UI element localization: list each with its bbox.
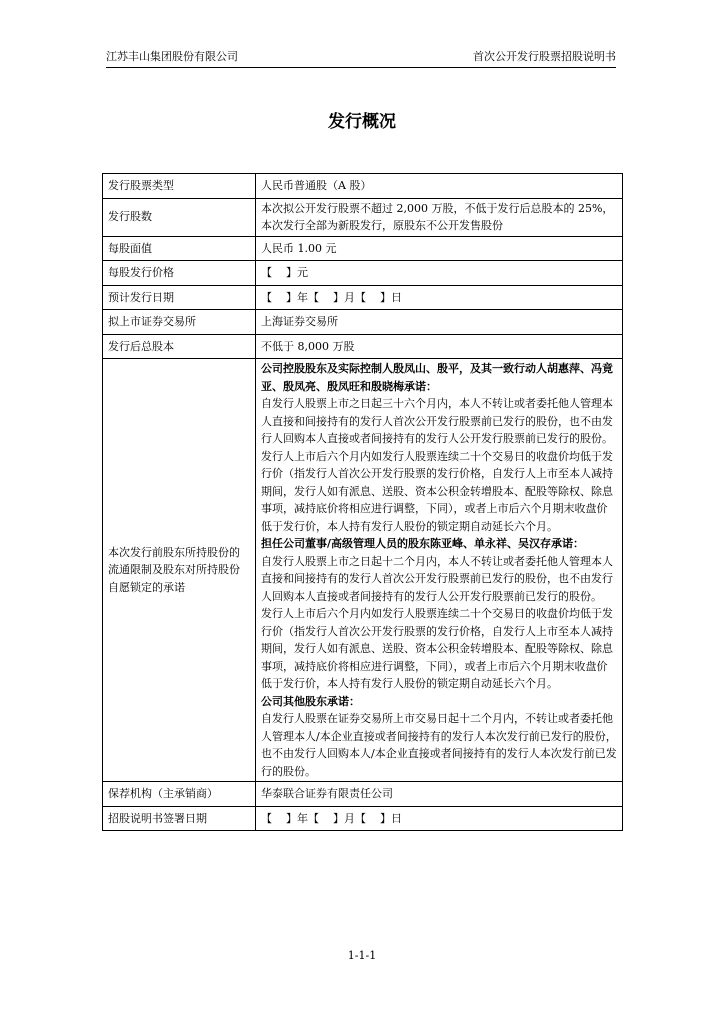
row-label: 发行后总股本: [103, 334, 256, 359]
page-header: [106, 50, 616, 64]
paragraph: 自发行人股票上市之日起三十六个月内，本人不转让或者委托他人管理本人直接和间接持有的发行人首次公开发行股票前已发行的股份，也不由发行人回购本人直接或者间接持有的发行人公开发行股票前已发行的股份。: [261, 397, 613, 445]
row-label: 每股面值: [103, 236, 256, 261]
paragraph: 发行人上市后六个月内如发行人股票连续二十个交易日的收盘价均低于发行价（指发行人首次公开发行股票的发行价格，自发行人上市至本人减持期间，发行人如有派息、送股、资本公积金转增股本、配股等除权、除息事项，减持底价将相应进行调整，下同），或者上市后六个月期末收盘价低于发行价，本人持有发行人股份的锁定期自动延长六个月。: [261, 607, 613, 690]
row-value: 【 】年【 】月【 】日: [256, 285, 623, 310]
page-title: 发行概况: [328, 112, 396, 132]
paragraph: 发行人上市后六个月内如发行人股票连续二十个交易日的收盘价均低于发行价（指发行人首次公开发行股票的发行价格，自发行人上市至本人减持期间，发行人如有派息、送股、资本公积金转增股本、配股等除权、除息事项，减持底价将相应进行调整，下同），或者上市后六个月期末收盘价低于发行价，本人持有发行人股份的锁定期自动延长六个月。: [261, 449, 613, 533]
header-company-name: 江苏丰山集团股份有限公司: [106, 50, 238, 63]
table-row: [103, 310, 623, 335]
row-label: 保荐机构（主承销商）: [103, 782, 256, 807]
table-row: [103, 198, 623, 236]
offering-summary-table: [102, 173, 623, 831]
row-value: 华泰联合证券有限责任公司: [256, 782, 623, 807]
table-row: [103, 174, 623, 199]
section-heading: 公司其他股东承诺：: [261, 694, 360, 708]
table-row: [103, 782, 623, 807]
lockup-commitments-cell: [256, 359, 623, 782]
table-row: [103, 261, 623, 286]
table-row: [103, 236, 623, 261]
table-row: [103, 285, 623, 310]
table-row: [103, 359, 623, 782]
row-value: 【 】年【 】月【 】日: [256, 806, 623, 831]
paragraph: 自发行人股票上市之日起十二个月内，本人不转让或者委托他人管理本人直接和间接持有的发行人首次公开发行股票前已发行的股份，也不由发行人回购本人直接或者间接持有的发行人公开发行股票前已发行的股份。: [261, 554, 613, 603]
row-label: 本次发行前股东所持股份的流通限制及股东对所持股份自愿锁定的承诺: [103, 359, 256, 782]
header-document-title: 首次公开发行股票招股说明书: [473, 50, 616, 63]
header-rule: [106, 67, 616, 68]
section-heading: 担任公司董事/高级管理人员的股东陈亚峰、单永祥、吴汉存承诺：: [261, 537, 585, 550]
row-label: 招股说明书签署日期: [103, 806, 256, 831]
section-heading: 公司控股股东及实际控制人殷凤山、殷平，及其一致行动人胡惠萍、冯竟亚、殷凤亮、殷凤旺和殷晓梅承诺：: [261, 362, 613, 393]
page-number: 1-1-1: [347, 949, 377, 962]
row-value: 人民币普通股（A 股）: [256, 174, 623, 199]
paragraph: 自发行人股票在证券交易所上市交易日起十二个月内，不转让或者委托他人管理本人/本企业直接或者间接持有的发行人本次发行前已发行的股份，也不由发行人回购本人/本企业直接或者间接持有的发行人本次发行前已发行的股份。: [261, 712, 617, 778]
row-label: 拟上市证券交易所: [103, 310, 256, 335]
row-label: 发行股数: [103, 198, 256, 236]
table-row: [103, 806, 623, 831]
row-label: 发行股票类型: [103, 174, 256, 199]
table-row: [103, 334, 623, 359]
row-value: 本次拟公开发行股票不超过 2,000 万股，不低于发行后总股本的 25%，本次发行全部为新股发行，原股东不公开发售股份: [256, 198, 623, 236]
row-label: 预计发行日期: [103, 285, 256, 310]
row-value: 人民币 1.00 元: [256, 236, 623, 261]
row-label: 每股发行价格: [103, 261, 256, 286]
row-value: 【 】元: [256, 261, 623, 286]
row-value: 上海证券交易所: [256, 310, 623, 335]
row-value: 不低于 8,000 万股: [256, 334, 623, 359]
